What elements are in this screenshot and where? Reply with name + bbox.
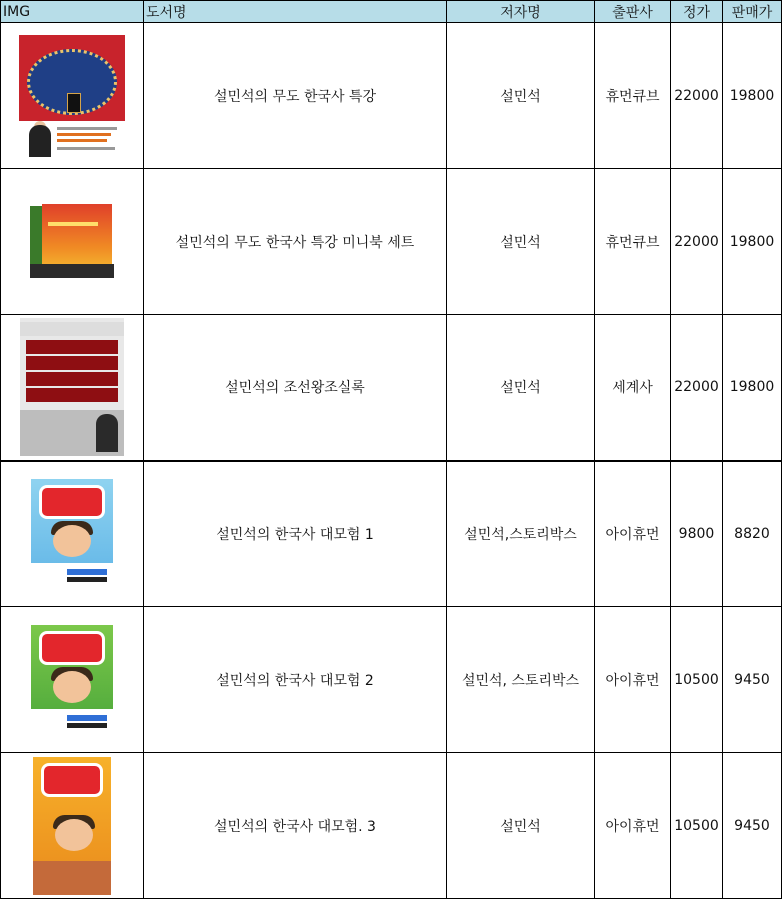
book-publisher: 아이휴먼	[595, 461, 671, 607]
book-list-price: 9800	[671, 461, 723, 607]
book-author: 설민석	[447, 315, 595, 461]
book-sale-price: 9450	[723, 607, 782, 753]
book-cover-cell	[1, 169, 144, 315]
book-publisher: 세계사	[595, 315, 671, 461]
header-list-price: 정가	[671, 1, 723, 23]
book-author: 설민석,스토리박스	[447, 461, 595, 607]
book-title: 설민석의 무도 한국사 특강 미니북 세트	[144, 169, 447, 315]
book-sale-price: 19800	[723, 315, 782, 461]
book-author: 설민석	[447, 753, 595, 899]
header-img: IMG	[1, 1, 144, 23]
table-row	[1, 23, 782, 169]
table-row	[1, 315, 782, 461]
header-title: 도서명	[144, 1, 447, 23]
book-cover-image[interactable]	[30, 202, 114, 282]
book-cover-image[interactable]	[33, 757, 111, 895]
book-cover-cell	[1, 607, 144, 753]
book-cover-image[interactable]	[20, 318, 124, 456]
book-list-price: 10500	[671, 607, 723, 753]
header-publisher: 출판사	[595, 1, 671, 23]
book-publisher: 휴먼큐브	[595, 169, 671, 315]
book-cover-cell	[1, 753, 144, 899]
book-author: 설민석	[447, 23, 595, 169]
table-row	[1, 461, 782, 607]
book-cover-image[interactable]	[19, 35, 125, 157]
table-row	[1, 169, 782, 315]
book-cover-image[interactable]	[31, 625, 113, 735]
book-author: 설민석	[447, 169, 595, 315]
book-list-price: 22000	[671, 23, 723, 169]
book-sale-price: 8820	[723, 461, 782, 607]
book-list-price: 22000	[671, 315, 723, 461]
book-publisher: 아이휴먼	[595, 607, 671, 753]
book-publisher: 휴먼큐브	[595, 23, 671, 169]
book-title: 설민석의 한국사 대모험 2	[144, 607, 447, 753]
book-cover-cell	[1, 23, 144, 169]
book-cover-image[interactable]	[31, 479, 113, 589]
book-title: 설민석의 무도 한국사 특강	[144, 23, 447, 169]
header-row	[1, 1, 782, 23]
book-list-price: 10500	[671, 753, 723, 899]
book-title: 설민석의 한국사 대모험. 3	[144, 753, 447, 899]
header-sale-price: 판매가	[723, 1, 782, 23]
book-title: 설민석의 조선왕조실록	[144, 315, 447, 461]
book-cover-cell	[1, 315, 144, 461]
book-sale-price: 9450	[723, 753, 782, 899]
book-list-price: 22000	[671, 169, 723, 315]
book-sale-price: 19800	[723, 23, 782, 169]
book-publisher: 아이휴먼	[595, 753, 671, 899]
header-author: 저자명	[447, 1, 595, 23]
book-author: 설민석, 스토리박스	[447, 607, 595, 753]
book-title: 설민석의 한국사 대모험 1	[144, 461, 447, 607]
table-row	[1, 607, 782, 753]
book-cover-cell	[1, 461, 144, 607]
book-sale-price: 19800	[723, 169, 782, 315]
table-row	[1, 753, 782, 899]
